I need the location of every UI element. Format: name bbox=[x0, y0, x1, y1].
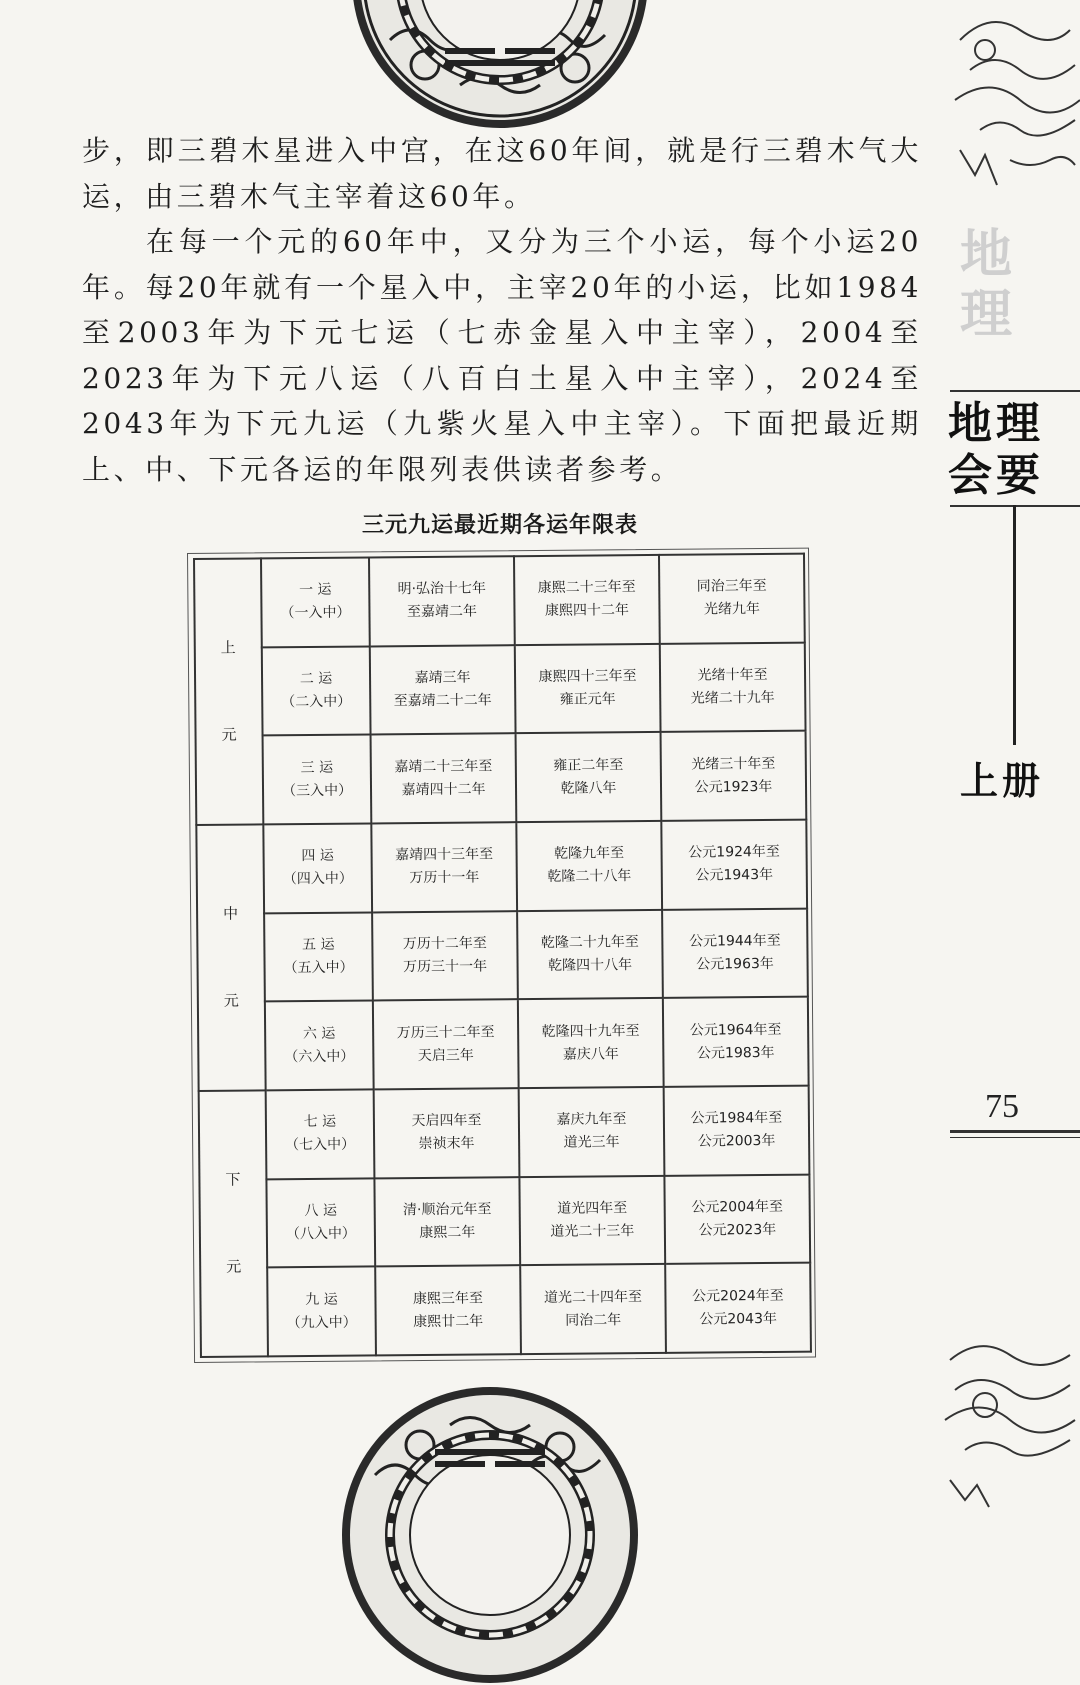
run-cell bbox=[266, 1178, 375, 1268]
run-label: 七 运 bbox=[303, 1114, 337, 1131]
star-label: （四入中） bbox=[282, 870, 353, 888]
period-start: 道光二十四年至 bbox=[543, 1288, 643, 1306]
period-cell bbox=[516, 732, 662, 822]
side-rule-top bbox=[950, 390, 1080, 392]
period-end: 崇祯末年 bbox=[418, 1135, 475, 1153]
period-start: 乾隆二十九年至 bbox=[540, 934, 639, 951]
period-start: 同治三年至 bbox=[696, 578, 767, 595]
period-end: 光绪二十九年 bbox=[690, 689, 775, 707]
period-end: 公元2023年 bbox=[698, 1221, 777, 1239]
period-start: 嘉靖二十三年至 bbox=[394, 758, 493, 775]
star-label: （八入中） bbox=[285, 1225, 356, 1243]
period-end: 万历十一年 bbox=[409, 869, 480, 887]
period-start: 乾隆九年至 bbox=[554, 845, 625, 863]
yuan-cell bbox=[199, 1090, 268, 1357]
table-row bbox=[196, 820, 807, 914]
yuan-label-bottom: 元 bbox=[226, 1257, 242, 1276]
period-end: 光绪九年 bbox=[703, 601, 761, 618]
period-start: 万历三十二年至 bbox=[396, 1023, 495, 1041]
table-title: 三元九运最近期各运年限表 bbox=[361, 513, 638, 538]
period-end: 公元1923年 bbox=[694, 778, 773, 796]
run-label: 四 运 bbox=[301, 848, 334, 865]
table-row bbox=[194, 554, 805, 648]
period-start: 公元1944年至 bbox=[688, 932, 781, 950]
side-vertical-rule bbox=[1013, 505, 1016, 745]
run-label: 六 运 bbox=[302, 1025, 336, 1042]
period-cell bbox=[520, 1264, 666, 1354]
yuan-cell bbox=[196, 824, 265, 1091]
period-start: 公元2004年至 bbox=[691, 1198, 784, 1216]
period-cell bbox=[515, 644, 661, 734]
period-end: 嘉庆八年 bbox=[562, 1045, 619, 1063]
period-cell bbox=[517, 910, 663, 1000]
yuan-label-top: 上 bbox=[220, 638, 236, 657]
period-end: 乾隆二十八年 bbox=[547, 868, 632, 886]
period-start: 光绪十年至 bbox=[697, 666, 768, 684]
run-label: 九 运 bbox=[305, 1291, 338, 1308]
period-start: 康熙四十三年至 bbox=[538, 668, 637, 685]
run-label: 三 运 bbox=[300, 759, 334, 776]
period-start: 公元2024年至 bbox=[692, 1287, 784, 1305]
period-start: 雍正二年至 bbox=[553, 756, 624, 774]
period-cell bbox=[663, 997, 809, 1087]
period-cell bbox=[519, 1087, 665, 1177]
yuan-label-bottom: 元 bbox=[221, 725, 237, 744]
period-cell bbox=[661, 731, 807, 821]
period-cell bbox=[371, 734, 517, 824]
side-volume-label: 上册 bbox=[960, 758, 1045, 803]
star-label: （二入中） bbox=[281, 693, 352, 711]
luck-period-table bbox=[193, 553, 812, 1358]
period-start: 明·弘治十七年 bbox=[397, 580, 487, 598]
run-cell bbox=[263, 823, 372, 913]
dragon-top-icon bbox=[940, 0, 1080, 200]
period-end: 嘉靖四十二年 bbox=[401, 781, 486, 798]
yuan-label-bottom: 元 bbox=[223, 991, 239, 1010]
period-end: 乾隆四十八年 bbox=[548, 957, 633, 974]
period-end: 乾隆八年 bbox=[560, 779, 617, 797]
run-label: 一 运 bbox=[298, 582, 332, 599]
period-cell bbox=[659, 554, 805, 644]
period-end: 天启三年 bbox=[417, 1047, 474, 1064]
page-number: 75 bbox=[985, 1088, 1019, 1125]
paragraph-1: 步，即三碧木星进入中宫，在这60年间，就是行三碧木气大运，由三碧木气主宰着这60年。 bbox=[82, 134, 922, 213]
yuan-cell bbox=[194, 558, 263, 825]
period-cell bbox=[372, 911, 518, 1001]
page-number-rule-thin bbox=[950, 1137, 1080, 1138]
run-label: 八 运 bbox=[304, 1202, 337, 1219]
period-start: 清·顺治元年至 bbox=[402, 1201, 492, 1219]
period-end: 同治二年 bbox=[565, 1311, 622, 1329]
star-label: （三入中） bbox=[281, 782, 353, 799]
period-end: 至嘉靖二十二年 bbox=[393, 692, 492, 710]
period-start: 光绪三十年至 bbox=[691, 755, 776, 773]
star-label: （一入中） bbox=[280, 604, 351, 622]
period-end: 公元1983年 bbox=[696, 1044, 775, 1062]
period-start: 万历十二年至 bbox=[402, 935, 487, 953]
period-start: 康熙二十三年至 bbox=[537, 579, 636, 597]
top-medallion-icon bbox=[350, 0, 650, 130]
period-cell bbox=[660, 642, 806, 732]
star-label: （七入中） bbox=[285, 1136, 356, 1154]
body-text bbox=[82, 128, 922, 492]
side-ghost-title: 地理 bbox=[960, 224, 1019, 345]
paragraph-2: 在每一个元的60年中，又分为三个小运，每个小运20年。每20年就有一个星入中，主宰20年的小运，比如1984至2003年为下元七运（七赤金星入中主宰），2004至2023年为下元八运（八百白土星入中主宰），2024至2043年为下元九运（九紫火星入中主宰）。下面把最近期上、中、下元各运的年限列表供读者参考。 bbox=[82, 225, 922, 486]
table-row bbox=[198, 997, 809, 1091]
star-label: （九入中） bbox=[286, 1314, 357, 1331]
period-cell bbox=[519, 1176, 665, 1266]
bottom-medallion-icon bbox=[340, 1385, 640, 1685]
period-cell bbox=[661, 820, 807, 910]
period-start: 嘉靖三年 bbox=[414, 669, 471, 687]
period-cell bbox=[374, 1177, 520, 1267]
period-cell bbox=[662, 908, 808, 998]
period-end: 公元1963年 bbox=[696, 955, 774, 973]
run-cell bbox=[266, 1089, 375, 1179]
run-label: 二 运 bbox=[299, 670, 333, 688]
period-end: 康熙二年 bbox=[419, 1224, 476, 1241]
table-row bbox=[199, 1174, 810, 1268]
period-start: 嘉庆九年至 bbox=[556, 1111, 627, 1129]
period-cell bbox=[375, 1265, 521, 1355]
period-cell bbox=[369, 556, 515, 646]
side-book-title: 地理会要 bbox=[948, 398, 1044, 501]
yuan-label-top: 中 bbox=[223, 904, 239, 923]
period-start: 康熙三年至 bbox=[412, 1290, 484, 1307]
period-end: 公元1943年 bbox=[695, 867, 774, 884]
period-cell bbox=[373, 999, 519, 1089]
period-cell bbox=[514, 555, 660, 645]
period-end: 康熙廿二年 bbox=[413, 1313, 484, 1330]
period-end: 至嘉靖二年 bbox=[406, 603, 478, 621]
table-row bbox=[200, 1263, 811, 1357]
yuan-label-top: 下 bbox=[225, 1170, 241, 1189]
period-end: 公元2003年 bbox=[697, 1133, 776, 1150]
run-cell bbox=[265, 1001, 374, 1091]
table-row bbox=[195, 642, 806, 736]
star-label: （五入中） bbox=[283, 959, 354, 977]
table-row bbox=[199, 1086, 810, 1180]
run-cell bbox=[267, 1267, 376, 1357]
period-cell bbox=[664, 1174, 810, 1264]
run-cell bbox=[262, 646, 371, 736]
period-start: 天启四年至 bbox=[411, 1112, 482, 1130]
period-start: 公元1924年至 bbox=[688, 844, 780, 861]
period-end: 康熙四十二年 bbox=[544, 602, 630, 620]
run-label: 五 运 bbox=[302, 936, 335, 954]
page-number-rule bbox=[950, 1130, 1080, 1133]
period-cell bbox=[518, 998, 664, 1088]
period-start: 公元1984年至 bbox=[690, 1110, 783, 1127]
dragon-bottom-icon bbox=[930, 1330, 1080, 1511]
period-start: 公元1964年至 bbox=[689, 1021, 782, 1039]
period-end: 万历三十一年 bbox=[403, 958, 488, 976]
period-end: 道光三年 bbox=[563, 1134, 620, 1152]
period-cell bbox=[371, 822, 517, 912]
period-cell bbox=[370, 645, 516, 735]
run-cell bbox=[261, 557, 370, 647]
period-cell bbox=[664, 1086, 810, 1176]
run-cell bbox=[263, 735, 372, 825]
table-row bbox=[197, 908, 808, 1002]
star-label: （六入中） bbox=[284, 1048, 355, 1065]
period-end: 公元2043年 bbox=[699, 1310, 778, 1328]
period-start: 道光四年至 bbox=[557, 1200, 628, 1217]
run-cell bbox=[264, 912, 373, 1002]
period-start: 嘉靖四十三年至 bbox=[395, 846, 494, 864]
period-end: 道光二十三年 bbox=[550, 1223, 635, 1240]
period-cell bbox=[374, 1088, 520, 1178]
period-end: 雍正元年 bbox=[559, 691, 616, 708]
period-start: 乾隆四十九年至 bbox=[541, 1022, 640, 1040]
table-row bbox=[196, 731, 807, 825]
period-cell bbox=[516, 821, 662, 911]
period-cell bbox=[665, 1263, 811, 1353]
